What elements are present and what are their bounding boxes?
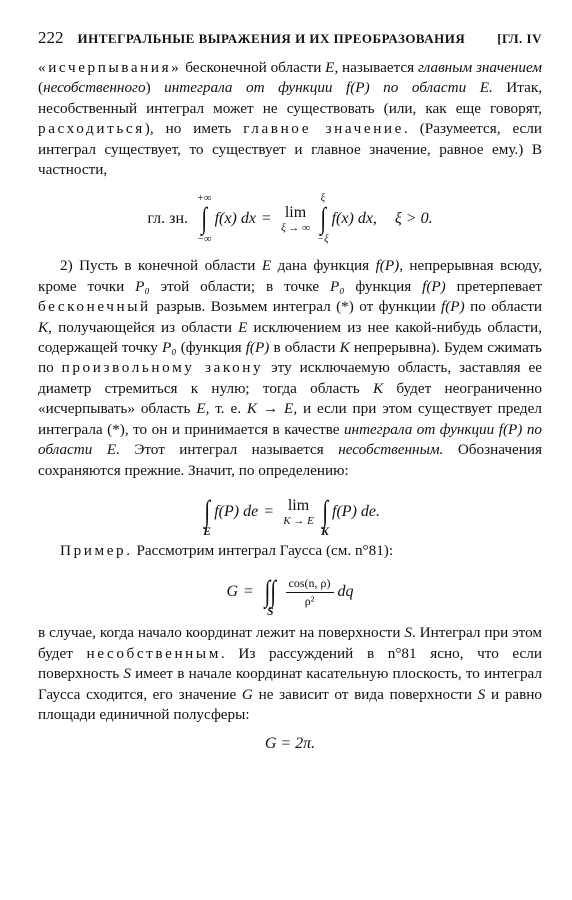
- page-number: 222: [38, 28, 64, 47]
- formula-gauss-value: G = 2π.: [264, 735, 316, 753]
- integral-sign: +∞ ∫ −∞: [197, 193, 212, 246]
- limit-operator: lim ξ → ∞: [280, 204, 311, 235]
- formula-prefix: гл. зн.: [147, 210, 189, 228]
- integral-sign: ∫ K: [321, 494, 329, 538]
- running-title: ИНТЕГРАЛЬНЫЕ ВЫРАЖЕНИЯ И ИХ ПРЕОБРАЗОВАНИЯ: [77, 31, 466, 46]
- integral-sign: ξ ∫ −ξ: [317, 193, 329, 246]
- paragraph-example: Пример. Рассмотрим интеграл Гаусса (см. n°81):: [60, 541, 394, 559]
- formula-improper-definition: ∫ E f(P) de = lim K → E ∫ K f(P) de.: [38, 485, 542, 539]
- formula-principal-value: гл. зн. +∞ ∫ −∞ f(x) dx = lim ξ → ∞ ξ ∫ −ξ f(x) dx, ξ > 0.: [147, 193, 433, 246]
- paragraph-improper-integral: 2) Пусть в конечной области E дана функция f(P), непрерывная всюду, кроме точки P₀ этой области; в точке P₀ функция f(P) претерпевает бесконечный разрыв. Возьмем интеграл (*) от функции f(P) по области K, получающейся из области E исключением из нее какой-нибудь области, содержащей точку P₀ (функция f(P) в области K непрерывна). Будем сжимать по произвольному закону эту исключаемую область, заставляя ее диаметр стремиться к нулю; тогда область K будет неограниченно «исчерпывать» область E, т. е. K → E, и если при этом существует предел интеграла (*), то он и принимается в качестве интеграла от функции f(P) по области E. Этот интеграл называется несобственным. Обозначения сохраняются прежние. Значит, по определению:: [38, 257, 543, 479]
- integral-sign: ∫ E: [203, 494, 211, 538]
- chapter-label: [ГЛ. IV: [497, 31, 542, 46]
- limit-operator: lim K → E: [283, 496, 314, 527]
- formula-gauss-integral: G = ∫∫ S $\frac{\cos(n, \rho)}{\text{ρ²}}$ dq: [38, 563, 542, 621]
- double-integral-sign: ∫∫ S: [264, 575, 277, 619]
- fraction: $\frac{\cos(n, \rho)}{\text{ρ²}}$: [286, 576, 334, 609]
- running-header: [38, 28, 542, 48]
- paragraph-principal-value: «исчерпывания» бесконечной области E, называется главным значением (несобственного) интеграла от функции f(P) по области E. Итак, несобственный интеграл может не существовать (или, как еще говорят, расходиться), но иметь главное значение. (Разумеется, если интеграл существует, то существует и главное значение, равное ему.) В частности,: [38, 59, 543, 179]
- paragraph-gauss-conclusion: в случае, когда начало координат лежит на поверхности S. Интеграл при этом будет несобственным. Из рассуждений в n°81 ясно, что если поверхность S имеет в начале координат касательную плоскость, то интеграл Гаусса сходится, его значение G не зависит от вида поверхности S и равно площади единичной полусферы:: [38, 624, 543, 723]
